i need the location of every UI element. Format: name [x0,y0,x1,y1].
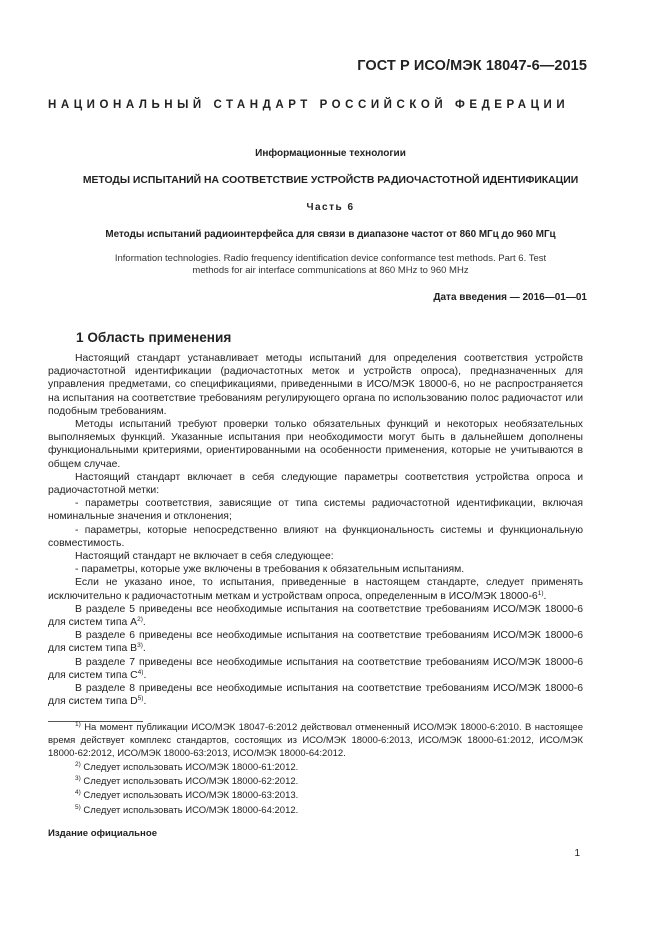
paragraph: Если не указано иное, то испытания, приведенные в настоящем стандарте, следует применять исключительно к радиочастотным меткам и устройствам опроса, определенным в ИСО/МЭК 18000-6$^{1)}$. [48,577,583,602]
footnote: $^{2)}$ Следует использовать ИСО/МЭК 18000-61:2012. [75,760,299,773]
footnote-mark: 4) [75,789,81,797]
paragraph: Настоящий стандарт включает в себя следующие параметры соответствия устройства опроса и радиочастотной метки: [48,471,583,497]
footnote: $^{3)}$ Следует использовать ИСО/МЭК 18000-62:2012. [75,775,299,788]
paragraph: В разделе 7 приведены все необходимые испытания на соответствие требованиям ИСО/МЭК 18000-6 для систем типа $C^{4)}$. [48,656,583,681]
part-heading: Часть 6 [306,202,355,213]
section-heading: 1 Область применения [76,330,232,345]
footnote-ref[interactable]: 3) [137,642,143,650]
paragraph: В разделе 6 приведены все необходимые испытания на соответствие требованиям ИСО/МЭК 18000-6 для систем типа $B^{3)}$. [48,630,583,655]
footnote: $^{4)}$ Следует использовать ИСО/МЭК 18000-63:2013. [75,789,299,802]
footnote: $^{5)}$ Следует использовать ИСО/МЭК 18000-64:2012. [75,803,299,816]
footnote-mark: 3) [75,775,81,783]
section-body [48,352,583,708]
paragraph: В разделе 5 приведены все необходимые испытания на соответствие требованиям ИСО/МЭК 18000-6 для систем типа $A^{2)}$. [48,603,583,629]
footnote-ref[interactable]: 4) [137,668,144,676]
footnote-ref[interactable]: 2) [137,616,143,624]
footnote-ref[interactable]: 5) [137,695,144,703]
page-number: 1 [574,848,580,859]
footnote-mark: 1) [75,721,81,728]
footnote: $^{1)}$ На момент публикации ИСО/МЭК 18047-6:2012 действовал отмененный ИСО/МЭК 18000-6:2010. В настоящее время действует комплекс стандартов, состоящих из ИСО/МЭК 18000-6:2013, ИСО/МЭК 18000-61:2012, ИСО/МЭК 18000-62:2012, ИСО/МЭК 18000-63:2013, ИСО/МЭК 18000-64:2012. [48,721,583,759]
edition-label: Издание официальное [48,828,158,839]
list-item: - параметры соответствия, зависящие от типа системы радиочастотной идентификации, включая номинальные значения и отклонения; [48,498,583,523]
introduction-date: Дата введения — 2016—01—01 [433,292,587,303]
paragraph: Методы испытаний требуют проверки только обязательных функций и некоторых необязательных выполняемых функций. Указанные испытания при необходимости могут быть в дальнейшем дополнены функциональными критериями, ориентированными на особенности применения, которые не учитываются в общем случае. [48,419,583,470]
footnote-mark: 5) [75,803,81,811]
english-title: Information technologies. Radio frequency identification device conformance test methods. Part 6. Test methods for air interface communications at 860 MHz to 960 MHz [114,253,547,276]
document-title: МЕТОДЫ ИСПЫТАНИЙ НА СООТВЕТСТВИЕ УСТРОЙСТВ РАДИОЧАСТОТНОЙ ИДЕНТИФИКАЦИИ [82,175,579,186]
list-item: - параметры, которые уже включены в требования к обязательным испытаниям. [75,564,465,576]
subject-heading: Информационные технологии [255,148,406,159]
paragraph: Настоящий стандарт не включает в себя следующее: [75,551,334,563]
paragraph: Настоящий стандарт устанавливает методы испытаний для определения соответствия устройств радиочастотной идентификации (радиочастотных меток и устройств опроса), предназначенных для управления предметами, со спецификациями, приведенными в ИСО/МЭК 18000-6, но не распространяется на испытания на соответствие требованиям регулирующего органа по использованию полос радиочастот или подобным требованиям. [48,353,583,417]
footnotes [48,722,583,818]
list-item: - параметры, которые непосредственно влияют на функциональность системы и функциональную совместимость. [48,524,583,549]
paragraph: В разделе 8 приведены все необходимые испытания на соответствие требованиям ИСО/МЭК 18000-6 для систем типа $D^{5)}$. [48,683,583,708]
document-subtitle: Методы испытаний радиоинтерфейса для связи в диапазоне частот от 860 МГц до 960 МГц [105,229,556,240]
footnote-mark: 2) [75,760,81,768]
national-standard-heading: НАЦИОНАЛЬНЫЙ СТАНДАРТ РОССИЙСКОЙ ФЕДЕРАЦИИ [48,99,570,111]
footnote-ref[interactable]: 1) [537,589,544,597]
document-code: ГОСТ Р ИСО/МЭК 18047-6—2015 [357,58,587,74]
